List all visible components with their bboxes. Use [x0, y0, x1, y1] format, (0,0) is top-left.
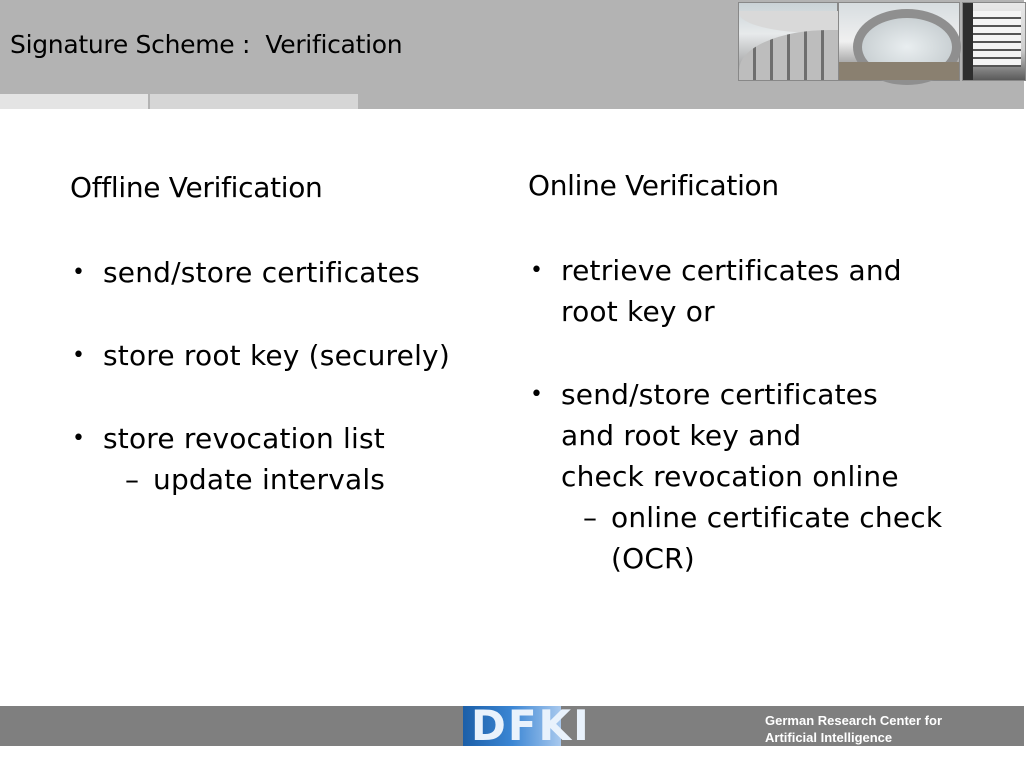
sub-list-item	[561, 497, 1018, 579]
sub-list-item	[103, 459, 500, 500]
building-photo-curved-facade	[738, 2, 838, 81]
building-photo-glass-wall	[962, 2, 1026, 81]
bullet-text: send/store certificates and root key and check revocation online	[561, 378, 899, 493]
offline-bullet-list	[70, 252, 500, 500]
sub-item-text: online certificate check (OCR)	[611, 501, 943, 575]
online-verification-column	[528, 168, 1018, 621]
bullet-text: store root key (securely)	[103, 339, 450, 372]
bullet-icon: •	[72, 260, 86, 285]
sub-item-text: update intervals	[153, 463, 386, 496]
header-band	[0, 0, 1024, 109]
list-item	[70, 335, 500, 376]
header-tab-strip-left	[0, 94, 148, 109]
list-item	[528, 374, 1018, 579]
header-tab-strip-right	[150, 94, 358, 109]
bullet-icon: •	[72, 426, 86, 451]
organization-name: German Research Center for Artificial Intelligence	[765, 713, 943, 745]
offline-verification-heading: Offline Verification	[70, 171, 323, 204]
building-photo-round-arch	[838, 2, 960, 81]
bullet-icon: •	[530, 258, 544, 283]
bullet-text: store revocation list	[103, 422, 385, 455]
dash-icon: –	[583, 501, 598, 534]
list-item	[70, 252, 500, 293]
bullet-text: send/store certificates	[103, 256, 420, 289]
online-bullet-list	[528, 250, 1018, 579]
dash-icon: –	[125, 463, 140, 496]
bullet-icon: •	[72, 343, 86, 368]
bullet-icon: •	[530, 382, 544, 407]
list-item	[528, 250, 1018, 332]
list-item	[70, 418, 500, 500]
bullet-text: retrieve certificates and root key or	[561, 254, 902, 328]
dfki-logo	[463, 701, 591, 750]
logo-text: DFKI	[471, 701, 591, 750]
slide-title: Signature Scheme : Verification	[10, 30, 403, 59]
online-verification-heading: Online Verification	[528, 169, 779, 202]
offline-verification-column	[70, 170, 500, 542]
